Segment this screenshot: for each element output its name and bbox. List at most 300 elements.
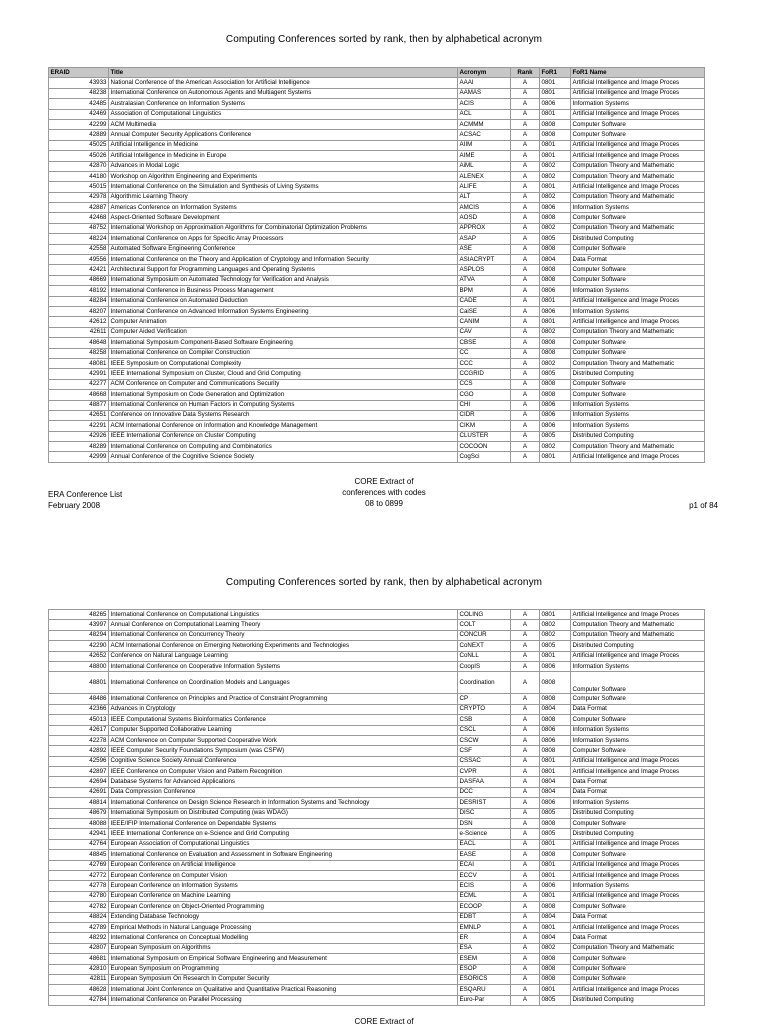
cell-eraid: 42617 bbox=[49, 725, 109, 735]
cell-eraid: 45026 bbox=[49, 151, 109, 161]
cell-title: Computer Aided Verification bbox=[109, 327, 458, 337]
cell-for1-name: Computer Software bbox=[571, 379, 705, 389]
cell-for1-name: Artificial Intelligence and Image Proces bbox=[571, 317, 705, 327]
cell-title: International Conference in Business Process Management bbox=[109, 286, 458, 296]
cell-eraid: 42870 bbox=[49, 161, 109, 171]
cell-title: European Conference on Artificial Intelligence bbox=[109, 860, 458, 870]
cell-acronym: CaiSE bbox=[458, 306, 511, 316]
table-row bbox=[49, 223, 705, 233]
cell-acronym: CADE bbox=[458, 296, 511, 306]
cell-for1: 0801 bbox=[540, 870, 571, 880]
cell-rank: A bbox=[511, 182, 540, 192]
cell-rank: A bbox=[511, 672, 540, 694]
cell-eraid: 42978 bbox=[49, 192, 109, 202]
cell-title: Conference on Natural Language Learning bbox=[109, 651, 458, 661]
cell-acronym: ASPLOS bbox=[458, 265, 511, 275]
cell-for1: 0808 bbox=[540, 265, 571, 275]
cell-acronym: ESOP bbox=[458, 964, 511, 974]
table-row bbox=[49, 348, 705, 358]
cell-eraid: 42558 bbox=[49, 244, 109, 254]
cell-rank: A bbox=[511, 327, 540, 337]
cell-eraid: 42780 bbox=[49, 891, 109, 901]
cell-for1: 0806 bbox=[540, 735, 571, 745]
footer-list-name: ERA Conference List bbox=[48, 490, 123, 499]
table-row bbox=[49, 933, 705, 943]
table-row bbox=[49, 400, 705, 410]
cell-acronym: CoNEXT bbox=[458, 641, 511, 651]
cell-rank: A bbox=[511, 630, 540, 640]
cell-title: European Conference on Information Systems bbox=[109, 881, 458, 891]
cell-for1-name: Information Systems bbox=[571, 725, 705, 735]
cell-eraid: 48486 bbox=[49, 694, 109, 704]
cell-title: ACM Multimedia bbox=[109, 119, 458, 129]
cell-eraid: 42810 bbox=[49, 964, 109, 974]
cell-title: International Conference on Concurrency Theory bbox=[109, 630, 458, 640]
cell-acronym: AIME bbox=[458, 151, 511, 161]
cell-for1: 0808 bbox=[540, 954, 571, 964]
cell-title: International Symposium Component-Based Software Engineering bbox=[109, 338, 458, 348]
cell-title: Artificial Intelligence in Medicine in Europe bbox=[109, 151, 458, 161]
table-row bbox=[49, 78, 705, 88]
cell-title: National Conference of the American Association for Artificial Intelligence bbox=[109, 78, 458, 88]
cell-for1: 0802 bbox=[540, 327, 571, 337]
cell-rank: A bbox=[511, 891, 540, 901]
cell-title: Architectural Support for Programming Languages and Operating Systems bbox=[109, 265, 458, 275]
cell-acronym: CHI bbox=[458, 400, 511, 410]
table-row bbox=[49, 140, 705, 150]
footer-date: February 2008 bbox=[48, 501, 101, 510]
cell-for1: 0801 bbox=[540, 78, 571, 88]
cell-acronym: CSF bbox=[458, 746, 511, 756]
cell-acronym: CCGRID bbox=[458, 369, 511, 379]
cell-acronym: CONCUR bbox=[458, 630, 511, 640]
conference-table-page-2 bbox=[48, 609, 705, 1006]
cell-for1: 0806 bbox=[540, 421, 571, 431]
cell-acronym: CoNLL bbox=[458, 651, 511, 661]
cell-acronym: DASFAA bbox=[458, 777, 511, 787]
cell-rank: A bbox=[511, 306, 540, 316]
cell-title: International Symposium on Automated Technology for Verification and Analysis bbox=[109, 275, 458, 285]
cell-acronym: CCC bbox=[458, 358, 511, 368]
table-row bbox=[49, 452, 705, 462]
cell-acronym: CIDR bbox=[458, 410, 511, 420]
cell-eraid: 42485 bbox=[49, 99, 109, 109]
cell-title: Annual Computer Security Applications Conference bbox=[109, 130, 458, 140]
cell-acronym: Coordination bbox=[458, 672, 511, 694]
cell-for1: 0804 bbox=[540, 704, 571, 714]
cell-for1-name: Computation Theory and Mathematic bbox=[571, 327, 705, 337]
footer-center-line-1: CORE Extract of bbox=[354, 1017, 414, 1024]
table-row bbox=[49, 358, 705, 368]
cell-rank: A bbox=[511, 452, 540, 462]
cell-for1: 0808 bbox=[540, 974, 571, 984]
cell-for1-name: Artificial Intelligence and Image Proces bbox=[571, 296, 705, 306]
table-row bbox=[49, 431, 705, 441]
cell-for1: 0805 bbox=[540, 995, 571, 1005]
cell-acronym: ALT bbox=[458, 192, 511, 202]
cell-rank: A bbox=[511, 421, 540, 431]
cell-for1-name: Artificial Intelligence and Image Proces bbox=[571, 151, 705, 161]
cell-for1-name: Information Systems bbox=[571, 881, 705, 891]
cell-eraid: 42778 bbox=[49, 881, 109, 891]
table-row bbox=[49, 296, 705, 306]
cell-eraid: 45015 bbox=[49, 182, 109, 192]
cell-eraid: 48207 bbox=[49, 306, 109, 316]
cell-rank: A bbox=[511, 130, 540, 140]
cell-for1-name: Computer Software bbox=[571, 213, 705, 223]
table-row bbox=[49, 870, 705, 880]
cell-rank: A bbox=[511, 985, 540, 995]
cell-for1-name: Computer Software bbox=[571, 850, 705, 860]
cell-eraid: 48081 bbox=[49, 358, 109, 368]
cell-rank: A bbox=[511, 777, 540, 787]
cell-title: ACM International Conference on Information and Knowledge Management bbox=[109, 421, 458, 431]
cell-for1-name: Distributed Computing bbox=[571, 808, 705, 818]
cell-rank: A bbox=[511, 798, 540, 808]
cell-acronym: CoopIS bbox=[458, 661, 511, 671]
cell-for1-name: Computer Software bbox=[571, 902, 705, 912]
cell-for1-name: Computation Theory and Mathematic bbox=[571, 192, 705, 202]
cell-for1: 0808 bbox=[540, 746, 571, 756]
cell-title: IEEE/IFIP International Conference on Dependable Systems bbox=[109, 819, 458, 829]
cell-acronym: ACL bbox=[458, 109, 511, 119]
cell-eraid: 48752 bbox=[49, 223, 109, 233]
cell-title: Computer Animation bbox=[109, 317, 458, 327]
cell-rank: A bbox=[511, 390, 540, 400]
cell-acronym: CSCL bbox=[458, 725, 511, 735]
cell-title: International Symposium on Distributed Computing (was WDAG) bbox=[109, 808, 458, 818]
table-body-page-2 bbox=[49, 610, 705, 1006]
cell-acronym: AMCIS bbox=[458, 203, 511, 213]
cell-for1: 0804 bbox=[540, 912, 571, 922]
cell-title: European Conference on Computer Vision bbox=[109, 870, 458, 880]
cell-for1: 0801 bbox=[540, 296, 571, 306]
cell-title: International Conference on Coordination Models and Languages bbox=[109, 672, 458, 694]
cell-rank: A bbox=[511, 431, 540, 441]
cell-for1-name: Artificial Intelligence and Image Proces bbox=[571, 610, 705, 620]
cell-acronym: ECIS bbox=[458, 881, 511, 891]
cell-for1-name: Computer Software bbox=[571, 338, 705, 348]
cell-eraid: 42772 bbox=[49, 870, 109, 880]
cell-eraid: 48801 bbox=[49, 672, 109, 694]
cell-eraid: 48284 bbox=[49, 296, 109, 306]
cell-for1-name: Artificial Intelligence and Image Proces bbox=[571, 756, 705, 766]
cell-rank: A bbox=[511, 400, 540, 410]
cell-acronym: CGO bbox=[458, 390, 511, 400]
table-row bbox=[49, 725, 705, 735]
cell-title: European Symposium on Programming bbox=[109, 964, 458, 974]
cell-eraid: 42469 bbox=[49, 109, 109, 119]
cell-acronym: APPROX bbox=[458, 223, 511, 233]
cell-acronym: CSB bbox=[458, 715, 511, 725]
cell-rank: A bbox=[511, 203, 540, 213]
cell-title: European Association of Computational Linguistics bbox=[109, 839, 458, 849]
cell-rank: A bbox=[511, 234, 540, 244]
header-title: Title bbox=[109, 68, 458, 78]
cell-acronym: CIKM bbox=[458, 421, 511, 431]
cell-title: International Conference on Computing and Combinatorics bbox=[109, 442, 458, 452]
cell-acronym: EMNLP bbox=[458, 922, 511, 932]
cell-rank: A bbox=[511, 735, 540, 745]
cell-for1: 0806 bbox=[540, 203, 571, 213]
cell-eraid: 42596 bbox=[49, 756, 109, 766]
table-row bbox=[49, 839, 705, 849]
footer-page-number: p1 of 84 bbox=[689, 501, 718, 510]
cell-for1-name: Computer Software bbox=[571, 119, 705, 129]
cell-eraid: 48814 bbox=[49, 798, 109, 808]
cell-for1-name: Data Format bbox=[571, 933, 705, 943]
table-row bbox=[49, 369, 705, 379]
cell-rank: A bbox=[511, 213, 540, 223]
cell-title: Database Systems for Advanced Applications bbox=[109, 777, 458, 787]
cell-for1: 0806 bbox=[540, 99, 571, 109]
cell-for1: 0804 bbox=[540, 933, 571, 943]
cell-rank: A bbox=[511, 808, 540, 818]
cell-for1: 0808 bbox=[540, 213, 571, 223]
cell-eraid: 48192 bbox=[49, 286, 109, 296]
cell-eraid: 42421 bbox=[49, 265, 109, 275]
cell-eraid: 42999 bbox=[49, 452, 109, 462]
cell-eraid: 43997 bbox=[49, 620, 109, 630]
cell-for1: 0802 bbox=[540, 943, 571, 953]
cell-title: Association of Computational Linguistics bbox=[109, 109, 458, 119]
table-row bbox=[49, 943, 705, 953]
cell-for1-name: Artificial Intelligence and Image Proces bbox=[571, 839, 705, 849]
header-eraid: ERAID bbox=[49, 68, 109, 78]
cell-for1-name: Information Systems bbox=[571, 735, 705, 745]
cell-rank: A bbox=[511, 275, 540, 285]
cell-acronym: ASE bbox=[458, 244, 511, 254]
cell-acronym: Euro-Par bbox=[458, 995, 511, 1005]
cell-acronym: AAMAS bbox=[458, 88, 511, 98]
table-row bbox=[49, 746, 705, 756]
header-acronym: Acronym bbox=[458, 68, 511, 78]
cell-for1-name: Data Format bbox=[571, 787, 705, 797]
table-row bbox=[49, 234, 705, 244]
cell-title: Algorithmic Learning Theory bbox=[109, 192, 458, 202]
table-row bbox=[49, 317, 705, 327]
header-for1-name: FoR1 Name bbox=[571, 68, 705, 78]
cell-for1-name: Computation Theory and Mathematic bbox=[571, 358, 705, 368]
conference-table-page-1 bbox=[48, 67, 705, 463]
cell-for1-name: Computer Software bbox=[571, 265, 705, 275]
table-row bbox=[49, 379, 705, 389]
cell-for1-name: Distributed Computing bbox=[571, 234, 705, 244]
cell-acronym: e-Science bbox=[458, 829, 511, 839]
table-row bbox=[49, 213, 705, 223]
table-row bbox=[49, 891, 705, 901]
cell-acronym: EDBT bbox=[458, 912, 511, 922]
cell-for1: 0801 bbox=[540, 610, 571, 620]
cell-eraid: 48224 bbox=[49, 234, 109, 244]
cell-for1: 0802 bbox=[540, 620, 571, 630]
cell-for1-name: Information Systems bbox=[571, 400, 705, 410]
table-row bbox=[49, 974, 705, 984]
cell-rank: A bbox=[511, 358, 540, 368]
cell-acronym: EACL bbox=[458, 839, 511, 849]
cell-for1-name: Computer Software bbox=[571, 672, 705, 694]
cell-title: IEEE International Symposium on Cluster, Cloud and Grid Computing bbox=[109, 369, 458, 379]
cell-for1: 0805 bbox=[540, 234, 571, 244]
cell-for1: 0801 bbox=[540, 922, 571, 932]
cell-for1: 0808 bbox=[540, 819, 571, 829]
cell-eraid: 48292 bbox=[49, 933, 109, 943]
cell-for1-name: Artificial Intelligence and Image Proces bbox=[571, 860, 705, 870]
table-row bbox=[49, 995, 705, 1005]
cell-for1: 0808 bbox=[540, 338, 571, 348]
cell-title: International Symposium on Code Generation and Optimization bbox=[109, 390, 458, 400]
cell-for1-name: Artificial Intelligence and Image Proces bbox=[571, 88, 705, 98]
cell-rank: A bbox=[511, 369, 540, 379]
cell-eraid: 48679 bbox=[49, 808, 109, 818]
table-row bbox=[49, 620, 705, 630]
cell-acronym: DSN bbox=[458, 819, 511, 829]
cell-acronym: ASIACRYPT bbox=[458, 255, 511, 265]
cell-title: International Conference on Compiler Construction bbox=[109, 348, 458, 358]
cell-rank: A bbox=[511, 964, 540, 974]
cell-acronym: ESA bbox=[458, 943, 511, 953]
cell-title: ACM Conference on Computer and Communications Security bbox=[109, 379, 458, 389]
cell-for1: 0808 bbox=[540, 119, 571, 129]
cell-rank: A bbox=[511, 265, 540, 275]
table-row bbox=[49, 735, 705, 745]
cell-for1-name: Information Systems bbox=[571, 286, 705, 296]
cell-acronym: ASAP bbox=[458, 234, 511, 244]
table-row bbox=[49, 151, 705, 161]
cell-for1-name: Information Systems bbox=[571, 99, 705, 109]
cell-acronym: COCOON bbox=[458, 442, 511, 452]
cell-rank: A bbox=[511, 151, 540, 161]
cell-for1: 0802 bbox=[540, 442, 571, 452]
cell-acronym: CANIM bbox=[458, 317, 511, 327]
cell-eraid: 42807 bbox=[49, 943, 109, 953]
cell-acronym: DCC bbox=[458, 787, 511, 797]
cell-for1-name: Computer Software bbox=[571, 746, 705, 756]
cell-rank: A bbox=[511, 244, 540, 254]
table-row bbox=[49, 819, 705, 829]
cell-for1-name: Artificial Intelligence and Image Proces bbox=[571, 985, 705, 995]
cell-for1-name: Artificial Intelligence and Image Proces bbox=[571, 140, 705, 150]
cell-rank: A bbox=[511, 192, 540, 202]
table-row bbox=[49, 275, 705, 285]
cell-for1: 0801 bbox=[540, 985, 571, 995]
cell-title: ACM International Conference on Emerging Networking Experiments and Technologies bbox=[109, 641, 458, 651]
cell-for1-name: Artificial Intelligence and Image Proces bbox=[571, 767, 705, 777]
cell-for1: 0801 bbox=[540, 151, 571, 161]
cell-for1-name: Computer Software bbox=[571, 964, 705, 974]
cell-title: European Symposium on Algorithms bbox=[109, 943, 458, 953]
cell-rank: A bbox=[511, 704, 540, 714]
cell-title: International Workshop on Approximation Algorithms for Combinatorial Optimization Problems bbox=[109, 223, 458, 233]
cell-eraid: 42366 bbox=[49, 704, 109, 714]
cell-for1: 0801 bbox=[540, 182, 571, 192]
cell-acronym: CAV bbox=[458, 327, 511, 337]
table-row bbox=[49, 610, 705, 620]
page-title-2: Computing Conferences sorted by rank, then by alphabetical acronym bbox=[225, 577, 543, 588]
page-title: Computing Conferences sorted by rank, then by alphabetical acronym bbox=[225, 34, 543, 45]
cell-for1: 0802 bbox=[540, 223, 571, 233]
cell-acronym: ACMMM bbox=[458, 119, 511, 129]
table-row bbox=[49, 798, 705, 808]
cell-for1: 0806 bbox=[540, 661, 571, 671]
cell-for1-name: Artificial Intelligence and Image Proces bbox=[571, 452, 705, 462]
cell-acronym: CC bbox=[458, 348, 511, 358]
cell-acronym: CRYPTO bbox=[458, 704, 511, 714]
cell-for1-name: Distributed Computing bbox=[571, 829, 705, 839]
cell-rank: A bbox=[511, 694, 540, 704]
cell-for1: 0801 bbox=[540, 452, 571, 462]
table-row bbox=[49, 850, 705, 860]
cell-for1: 0801 bbox=[540, 839, 571, 849]
cell-for1-name: Computer Software bbox=[571, 348, 705, 358]
cell-eraid: 42926 bbox=[49, 431, 109, 441]
cell-for1: 0808 bbox=[540, 850, 571, 860]
cell-acronym: ECML bbox=[458, 891, 511, 901]
cell-acronym: ESORICS bbox=[458, 974, 511, 984]
cell-for1-name: Computation Theory and Mathematic bbox=[571, 943, 705, 953]
cell-for1-name: Distributed Computing bbox=[571, 641, 705, 651]
cell-acronym: DESRIST bbox=[458, 798, 511, 808]
table-row bbox=[49, 171, 705, 181]
cell-eraid: 42897 bbox=[49, 767, 109, 777]
cell-for1-name: Computer Software bbox=[571, 275, 705, 285]
cell-for1: 0802 bbox=[540, 630, 571, 640]
cell-eraid: 42782 bbox=[49, 902, 109, 912]
cell-for1: 0808 bbox=[540, 130, 571, 140]
cell-for1: 0808 bbox=[540, 715, 571, 725]
cell-rank: A bbox=[511, 819, 540, 829]
header-rank: Rank bbox=[511, 68, 540, 78]
cell-title: International Conference on Design Science Research in Information Systems and Technology bbox=[109, 798, 458, 808]
cell-rank: A bbox=[511, 922, 540, 932]
cell-for1-name: Computer Software bbox=[571, 390, 705, 400]
cell-eraid: 42652 bbox=[49, 651, 109, 661]
table-row bbox=[49, 327, 705, 337]
cell-rank: A bbox=[511, 641, 540, 651]
cell-title: Computer Supported Collaborative Learning bbox=[109, 725, 458, 735]
cell-for1-name: Artificial Intelligence and Image Proces bbox=[571, 870, 705, 880]
cell-for1-name: Data Format bbox=[571, 255, 705, 265]
table-row bbox=[49, 421, 705, 431]
cell-eraid: 48238 bbox=[49, 88, 109, 98]
cell-for1: 0801 bbox=[540, 109, 571, 119]
cell-for1: 0804 bbox=[540, 777, 571, 787]
cell-title: Australasian Conference on Information Systems bbox=[109, 99, 458, 109]
cell-title: European Conference on Object-Oriented Programming bbox=[109, 902, 458, 912]
table-row bbox=[49, 787, 705, 797]
cell-title: Cognitive Science Society Annual Conference bbox=[109, 756, 458, 766]
cell-acronym: CogSci bbox=[458, 452, 511, 462]
cell-rank: A bbox=[511, 933, 540, 943]
cell-eraid: 42611 bbox=[49, 327, 109, 337]
cell-title: Annual Conference of the Cognitive Science Society bbox=[109, 452, 458, 462]
table-row bbox=[49, 715, 705, 725]
footer-center-page-2 bbox=[304, 1016, 464, 1024]
cell-title: IEEE Computer Security Foundations Symposium (was CSFW) bbox=[109, 746, 458, 756]
cell-rank: A bbox=[511, 954, 540, 964]
cell-acronym: ATVA bbox=[458, 275, 511, 285]
cell-title: International Conference on the Theory and Application of Cryptology and Information Security bbox=[109, 255, 458, 265]
cell-for1: 0801 bbox=[540, 317, 571, 327]
cell-eraid: 48800 bbox=[49, 661, 109, 671]
cell-for1-name: Computation Theory and Mathematic bbox=[571, 171, 705, 181]
table-row bbox=[49, 860, 705, 870]
table-row bbox=[49, 109, 705, 119]
cell-rank: A bbox=[511, 88, 540, 98]
cell-title: International Conference on Automated Deduction bbox=[109, 296, 458, 306]
cell-eraid: 42290 bbox=[49, 641, 109, 651]
table-row bbox=[49, 306, 705, 316]
